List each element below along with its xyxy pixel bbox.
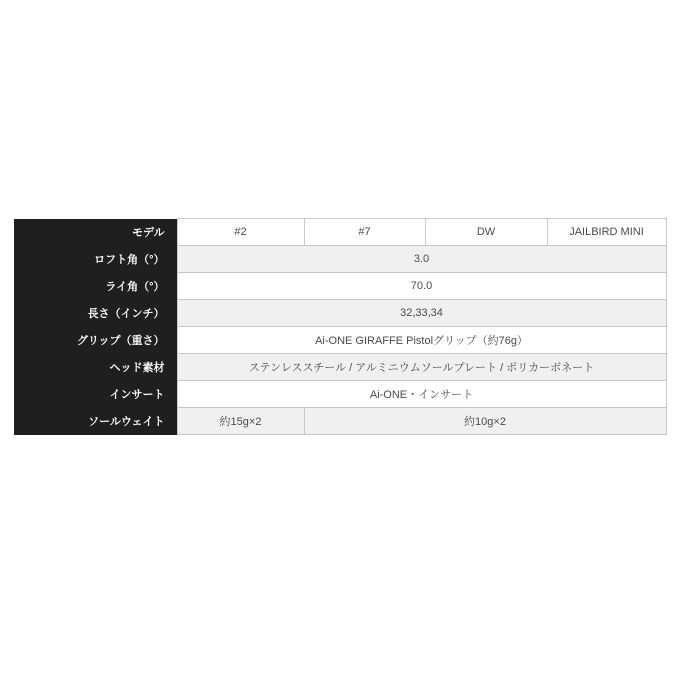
model-cell-2: #7	[304, 219, 425, 246]
model-cell-4: JAILBIRD MINI	[547, 219, 666, 246]
lie-value-cell: 70.0	[177, 273, 666, 300]
row-label-insert: インサート	[14, 381, 177, 408]
insert-value-cell: Ai-ONE・インサート	[177, 381, 666, 408]
table-row-model	[14, 219, 666, 246]
head-material-value-cell: ステンレススチール / アルミニウムソールプレート / ポリカーボネート	[177, 354, 666, 381]
row-label-grip: グリップ（重さ）	[14, 327, 177, 354]
row-label-model: モデル	[14, 219, 177, 246]
table-row-grip	[14, 327, 666, 354]
row-label-loft: ロフト角（°）	[14, 246, 177, 273]
table-row-sole-weight	[14, 408, 666, 435]
spec-table	[14, 218, 667, 435]
table-row-lie	[14, 273, 666, 300]
sole-weight-cell-1: 約15g×2	[177, 408, 304, 435]
row-label-head-material: ヘッド素材	[14, 354, 177, 381]
length-value-cell: 32,33,34	[177, 300, 666, 327]
table-row-head-material	[14, 354, 666, 381]
model-cell-3: DW	[425, 219, 547, 246]
row-label-lie: ライ角（°）	[14, 273, 177, 300]
row-label-length: 長さ（インチ）	[14, 300, 177, 327]
loft-value-cell: 3.0	[177, 246, 666, 273]
table-row-length	[14, 300, 666, 327]
model-cell-1: #2	[177, 219, 304, 246]
table-row-insert	[14, 381, 666, 408]
row-label-sole-weight: ソールウェイト	[14, 408, 177, 435]
sole-weight-cell-2: 約10g×2	[304, 408, 666, 435]
table-row-loft	[14, 246, 666, 273]
grip-value-cell: Ai-ONE GIRAFFE Pistolグリップ（約76g）	[177, 327, 666, 354]
